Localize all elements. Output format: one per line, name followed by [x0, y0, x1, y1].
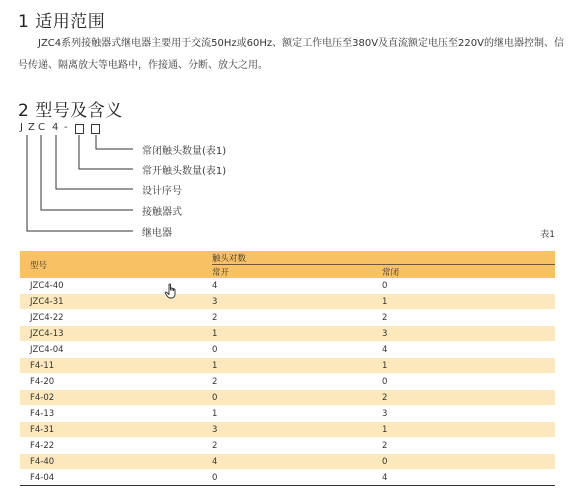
cell-normally-open: 1 — [212, 326, 382, 342]
cell-model: JZC4-40 — [20, 278, 212, 294]
table-row — [20, 470, 555, 486]
table-row — [20, 422, 555, 438]
cell-normally-open: 4 — [212, 454, 382, 470]
table-row — [20, 390, 555, 406]
table-row — [20, 358, 555, 374]
contact-table — [20, 251, 555, 486]
cell-normally-open: 1 — [212, 406, 382, 422]
table-row — [20, 326, 555, 342]
cell-normally-closed: 0 — [382, 374, 555, 390]
cell-normally-open: 4 — [212, 278, 382, 294]
table-row — [20, 310, 555, 326]
table-row — [20, 374, 555, 390]
cell-normally-closed: 2 — [382, 310, 555, 326]
cell-model: F4-20 — [20, 374, 212, 390]
diagram-leader-lines — [0, 118, 577, 240]
cell-model: F4-22 — [20, 438, 212, 454]
cell-normally-open: 0 — [212, 342, 382, 358]
scope-paragraph — [18, 33, 570, 77]
cell-normally-closed: 3 — [382, 406, 555, 422]
label-no-count: 常开触头数量(表1) — [142, 166, 227, 177]
cell-normally-closed: 3 — [382, 326, 555, 342]
table-row — [20, 454, 555, 470]
cell-normally-closed: 1 — [382, 422, 555, 438]
scope-paragraph-text: JZC4系列接触器式继电器主要用于交流50Hz或60Hz、额定工作电压至380V及直流额定电压至220V的继电器控制、信号传递、隔离放大等电路中，作接通、分断、放大之用。 — [18, 38, 564, 71]
cell-model: F4-11 — [20, 358, 212, 374]
cell-normally-open: 1 — [212, 358, 382, 374]
code-char-z: Z — [28, 122, 35, 133]
cell-normally-open: 0 — [212, 390, 382, 406]
cell-model: JZC4-04 — [20, 342, 212, 358]
header-contact-pairs: 触头对数 — [212, 251, 555, 265]
hand-pointer-icon — [163, 283, 179, 299]
code-char-dash: - — [64, 122, 68, 133]
cell-normally-open: 2 — [212, 310, 382, 326]
code-char-4: 4 — [52, 122, 59, 133]
label-design-number: 设计序号 — [142, 186, 182, 197]
table-row — [20, 278, 555, 294]
table-row — [20, 342, 555, 358]
code-char-c: C — [38, 122, 45, 133]
cell-normally-closed: 1 — [382, 358, 555, 374]
cell-normally-open: 2 — [212, 438, 382, 454]
header-normally-closed: 常闭 — [382, 265, 555, 279]
table-row — [20, 406, 555, 422]
table-caption: 表1 — [540, 230, 555, 240]
table-row — [20, 294, 555, 310]
cell-model: JZC4-22 — [20, 310, 212, 326]
cell-normally-closed: 4 — [382, 342, 555, 358]
header-model: 型号 — [20, 251, 212, 278]
model-code-diagram — [0, 118, 577, 240]
label-nc-count: 常闭触头数量(表1) — [142, 146, 227, 157]
cell-normally-open: 3 — [212, 422, 382, 438]
label-contactor-type: 接触器式 — [142, 207, 182, 218]
cell-normally-open: 3 — [212, 294, 382, 310]
cell-normally-closed: 4 — [382, 470, 555, 486]
cell-model: F4-04 — [20, 470, 212, 486]
code-char-j: J — [20, 122, 23, 133]
cell-model: F4-40 — [20, 454, 212, 470]
cell-model: JZC4-31 — [20, 294, 212, 310]
table-row — [20, 438, 555, 454]
section-title-model: 2 型号及含义 — [18, 101, 123, 121]
cell-model: JZC4-13 — [20, 326, 212, 342]
cell-model: F4-31 — [20, 422, 212, 438]
cell-normally-closed: 2 — [382, 390, 555, 406]
cell-model: F4-13 — [20, 406, 212, 422]
cell-normally-closed: 0 — [382, 454, 555, 470]
cell-normally-open: 2 — [212, 374, 382, 390]
cell-normally-closed: 1 — [382, 294, 555, 310]
section-title-scope: 1 适用范围 — [18, 12, 106, 32]
label-relay: 继电器 — [142, 228, 172, 239]
cell-model: F4-02 — [20, 390, 212, 406]
cell-normally-closed: 2 — [382, 438, 555, 454]
cell-normally-open: 0 — [212, 470, 382, 486]
cell-normally-closed: 0 — [382, 278, 555, 294]
header-normally-open: 常开 — [212, 265, 382, 279]
